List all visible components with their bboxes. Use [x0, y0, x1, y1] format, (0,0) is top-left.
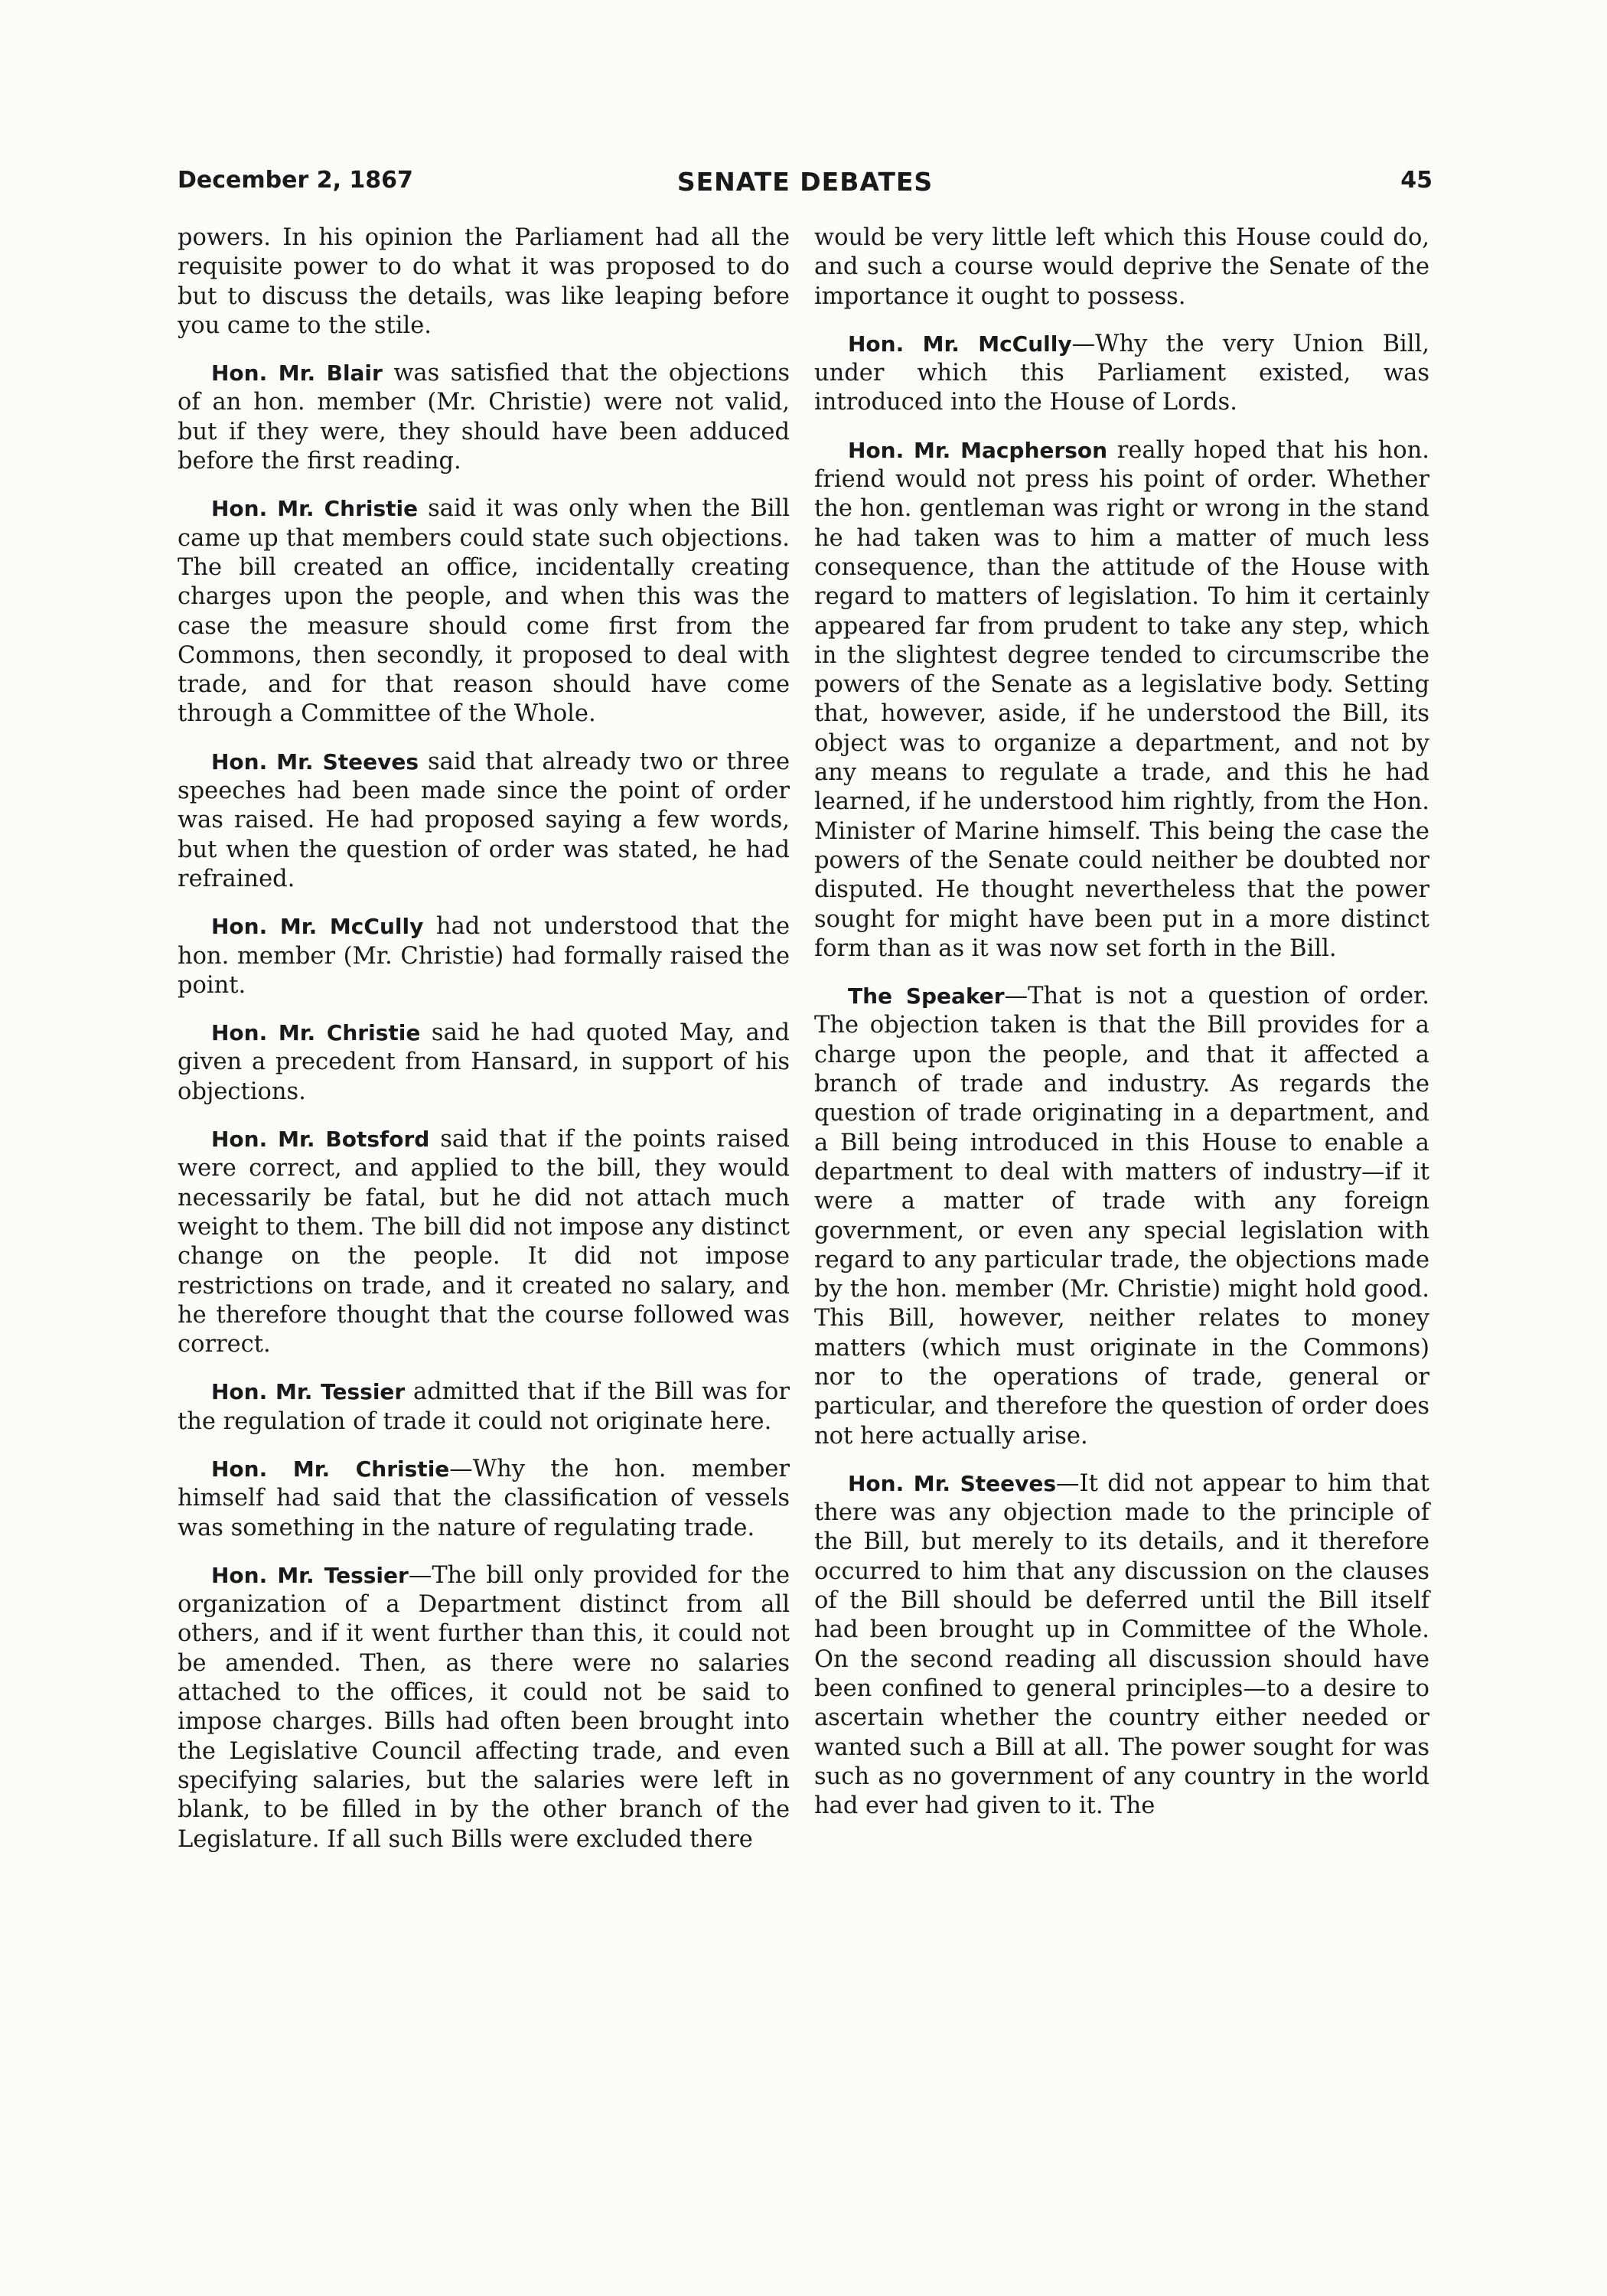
- paragraph: Hon. Mr. Macpherson really hoped that his hon. friend would not press his point of order. Whether the hon. gentleman was right or wrong in the stand he had taken was to him a matter of much less consequence, than the attitude of the House with regard to matters of legislation. To him it certainly appeared far from prudent to take any step, which in the slightest degree tended to circumscribe the powers of the Senate as a legislative body. Setting that, however, aside, if he understood the Bill, its object was to organize a department, and not by any means to regulate a trade, and this he had learned, if he understood him rightly, from the Hon. Minister of Marine himself. This being the case the powers of the Senate could neither be doubted nor disputed. He thought nevertheless that the power sought for might have been put in a more distinct form than as it was now set forth in the Bill.: [814, 436, 1429, 962]
- left-column: [178, 223, 790, 1873]
- speaker-name: Hon. Mr. Tessier: [211, 1562, 409, 1588]
- paragraph: Hon. Mr. Blair was satisfied that the objections of an hon. member (Mr. Christie) were not valid, but if they were, they should have been adduced before the first reading.: [178, 360, 790, 475]
- paragraph: Hon. Mr. Tessier admitted that if the Bill was for the regulation of trade it could not originate here.: [178, 1378, 790, 1435]
- speaker-name: Hon. Mr. McCully: [211, 914, 424, 940]
- paragraph: Hon. Mr. Steeves said that already two or three speeches had been made since the point of order was raised. He had proposed saying a few words, but when the question of order was stated, he had refrained.: [178, 748, 790, 892]
- paragraph: Hon. Mr. Christie—Why the hon. member himself had said that the classification of vessels was something in the nature of regulating trade.: [178, 1455, 790, 1541]
- speaker-name: Hon. Mr. Steeves: [848, 1470, 1057, 1496]
- speaker-name: Hon. Mr. Christie: [211, 1020, 421, 1046]
- right-column: [814, 223, 1429, 1839]
- page-header: [178, 167, 1433, 201]
- paragraph: Hon. Mr. Steeves—It did not appear to him that there was any objection made to the principle of the Bill, but merely to its details, and it therefore occurred to him that any discussion on the clauses of the Bill should be deferred until the Bill itself had been brought up in Committee of the Whole. On the second reading all discussion should have been confined to general principles—to a desire to ascertain whether the country either needed or wanted such a Bill at all. The power sought for was such as no government of any country in the world had ever had given to it. The: [814, 1469, 1429, 1820]
- speaker-name: The Speaker: [848, 983, 1005, 1009]
- paragraph: Hon. Mr. Botsford said that if the points raised were correct, and applied to the bill, they would necessarily be fatal, but he did not attach much weight to them. The bill did not impose any distinct change on the people. It did not impose restrictions on trade, and it created no salary, and he therefore thought that the course followed was correct.: [178, 1126, 790, 1358]
- paragraph: The Speaker—That is not a question of order. The objection taken is that the Bill provides for a charge upon the people, and that it affected a branch of trade and industry. As regards the question of trade originating in a department, and a Bill being introduced in this House to enable a department to deal with matters of industry—if it were a matter of trade with any foreign government, or even any special legislation with regard to any particular trade, the objections made by the hon. member (Mr. Christie) might hold good. This Bill, however, neither relates to money matters (which must originate in the Commons) nor to the operations of trade, general or particular, and therefore the question of order does not here actually arise.: [814, 983, 1429, 1450]
- speaker-name: Hon. Mr. McCully: [848, 331, 1072, 357]
- header-title: SENATE DEBATES: [676, 167, 934, 197]
- speaker-name: Hon. Mr. Steeves: [211, 748, 419, 775]
- paragraph: Hon. Mr. Christie said he had quoted May, and given a precedent from Hansard, in support of his objections.: [178, 1019, 790, 1105]
- paragraph: Hon. Mr. Tessier—The bill only provided for the organization of a Department distinct from all others, and if it went further than this, it could not be amended. Then, as there were no salaries attached to the offices, it could not be said to impose charges. Bills had often been brought into the Legislative Council affecting trade, and even specifying salaries, but the salaries were left in blank, to be filled in by the other branch of the Legislature. If all such Bills were excluded there: [178, 1561, 790, 1853]
- paragraph: Hon. Mr. McCully—Why the very Union Bill, under which this Parliament existed, was introduced into the House of Lords.: [814, 330, 1429, 416]
- header-date: December 2, 1867: [178, 167, 413, 194]
- paragraph: powers. In his opinion the Parliament had all the requisite power to do what it was proposed to do but to discuss the details, was like leaping before you came to the stile.: [178, 224, 790, 339]
- speaker-name: Hon. Mr. Blair: [211, 360, 383, 386]
- speaker-name: Hon. Mr. Tessier: [211, 1379, 406, 1405]
- speaker-name: Hon. Mr. Christie: [211, 1456, 450, 1482]
- speaker-name: Hon. Mr. Christie: [211, 496, 419, 522]
- paragraph: Hon. Mr. Christie said it was only when the Bill came up that members could state such objections. The bill created an office, incidentally creating charges upon the people, and when this was the case the measure should come first from the Commons, then secondly, it proposed to deal with trade, and for that reason should have come through a Committee of the Whole.: [178, 495, 790, 728]
- speaker-name: Hon. Mr. Macpherson: [848, 437, 1108, 463]
- page-number: 45: [1400, 167, 1433, 194]
- paragraph: would be very little left which this House could do, and such a course would deprive the Senate of the importance it ought to possess.: [814, 224, 1429, 310]
- paragraph: Hon. Mr. McCully had not understood that the hon. member (Mr. Christie) had formally raised the point.: [178, 913, 790, 999]
- speaker-name: Hon. Mr. Botsford: [211, 1127, 430, 1153]
